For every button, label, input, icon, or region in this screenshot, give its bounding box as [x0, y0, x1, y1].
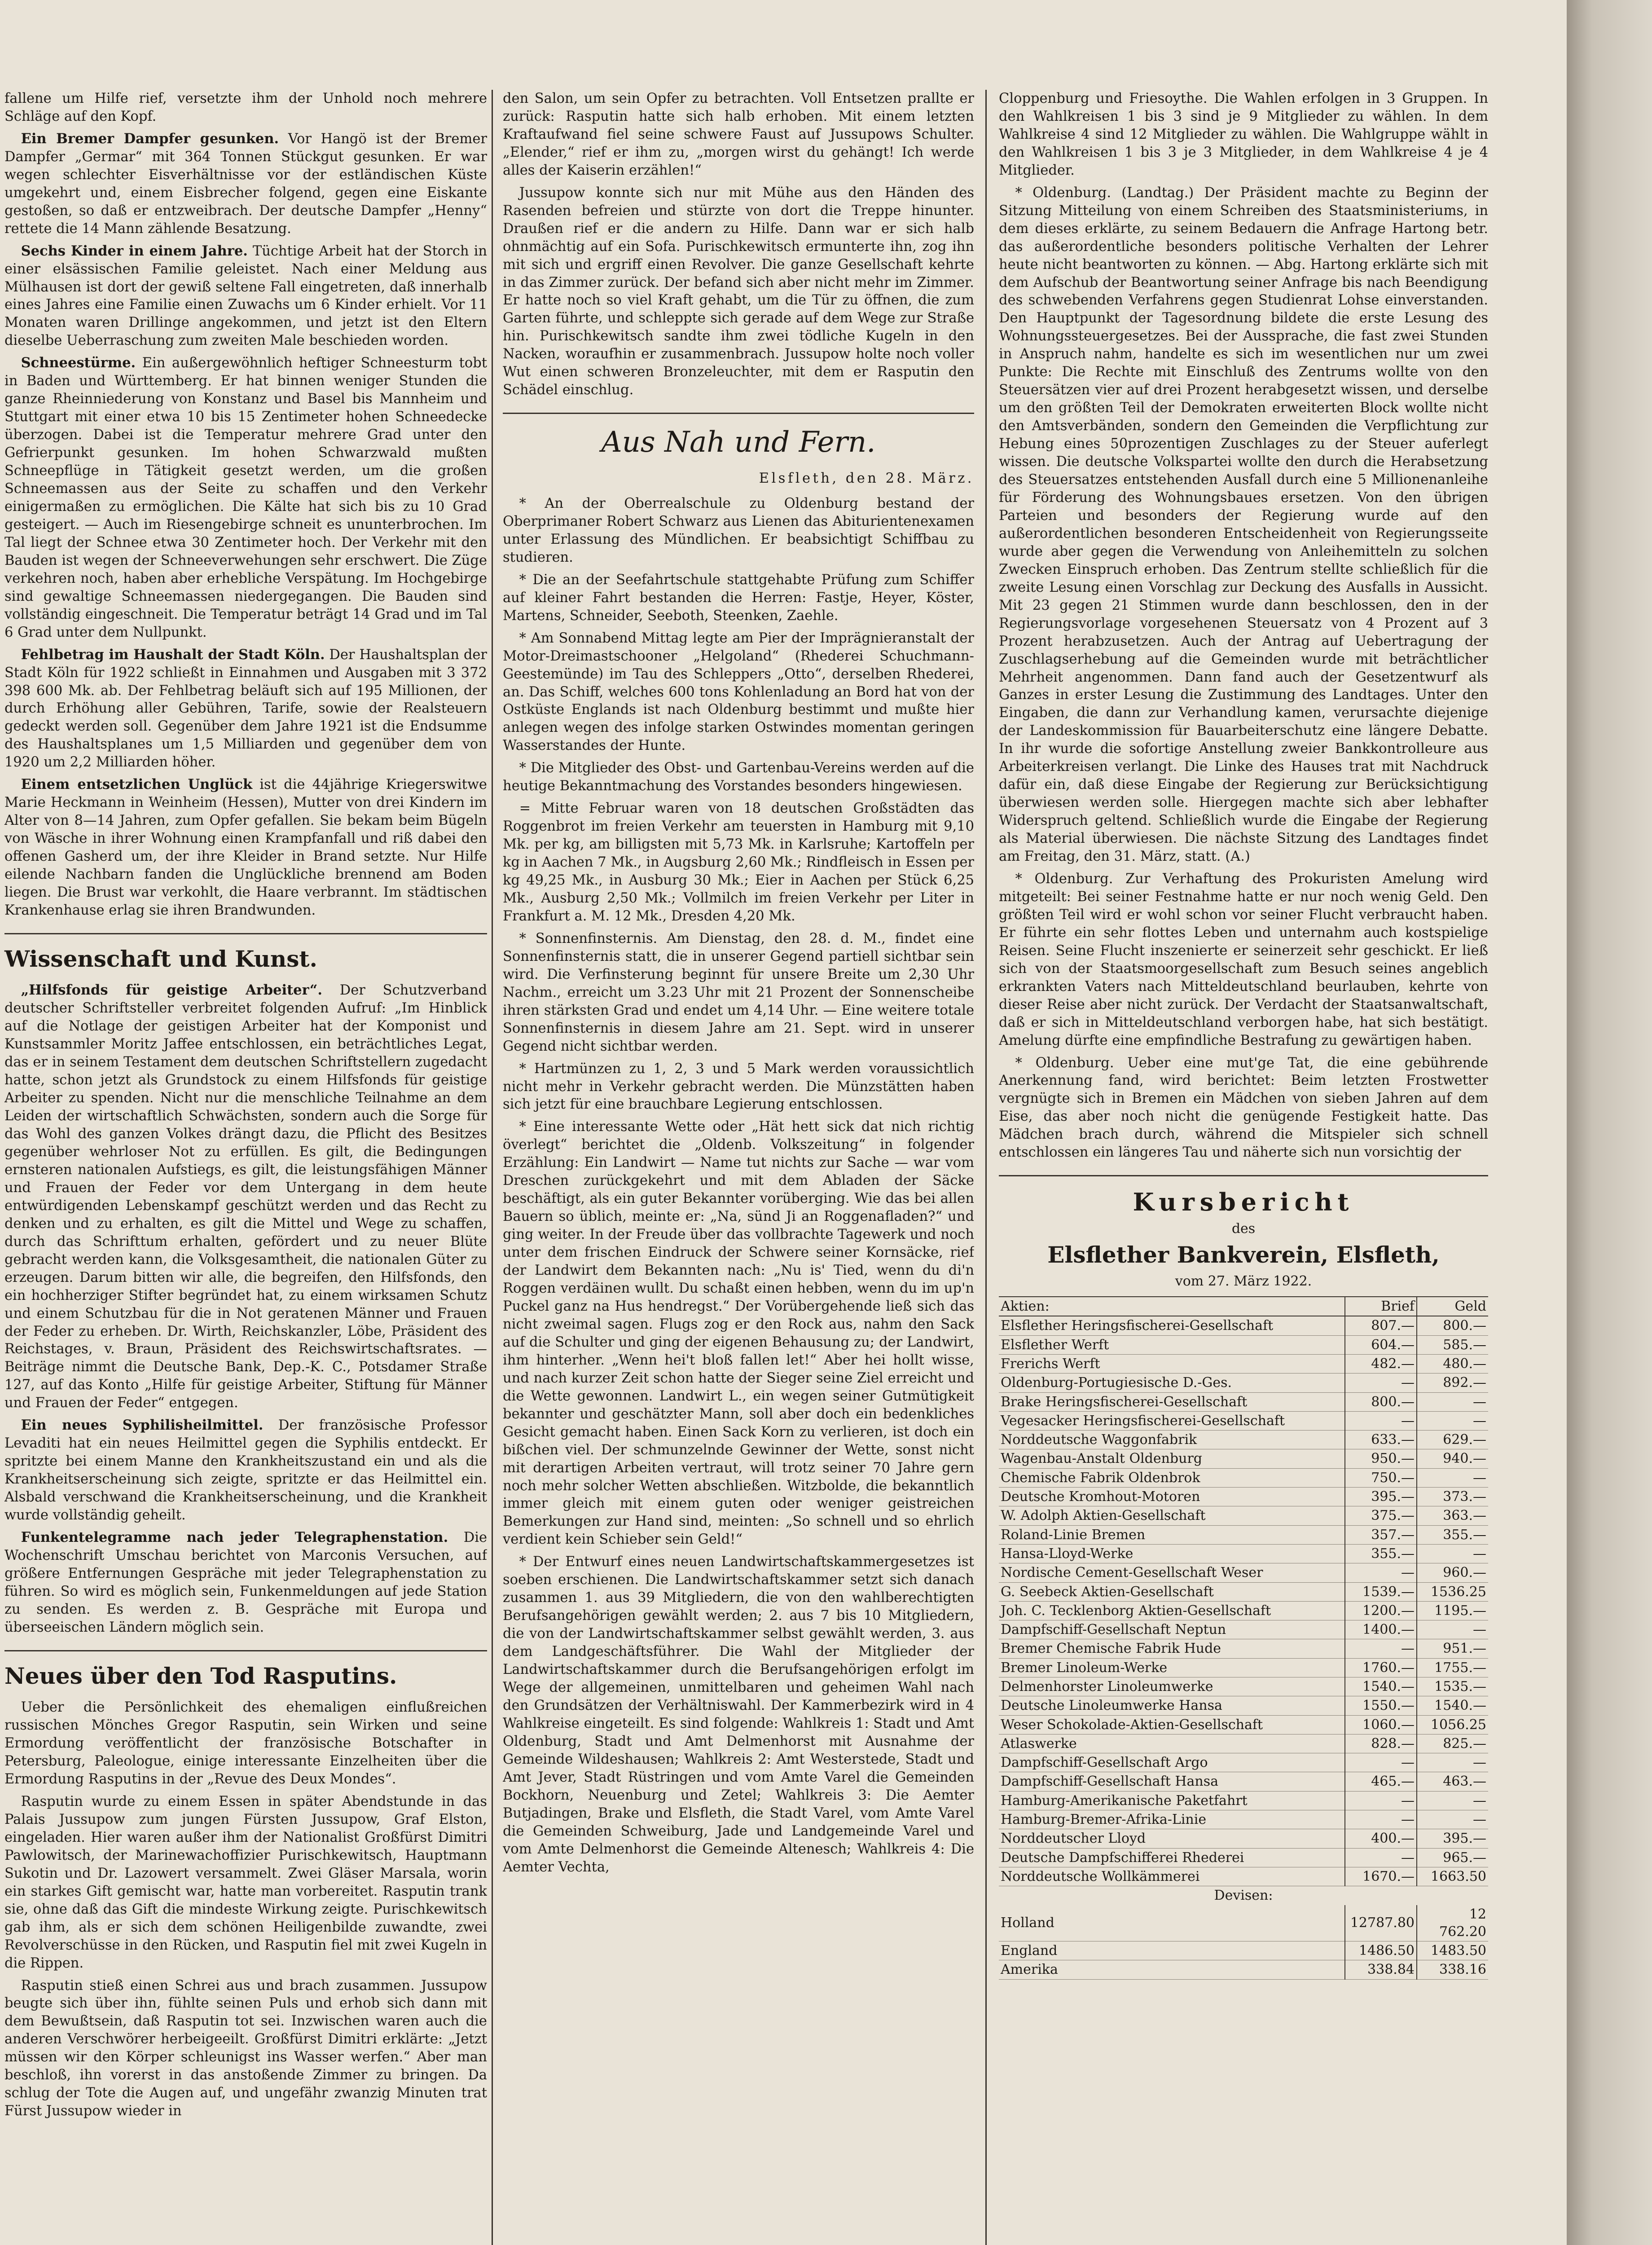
devisen-row-brief: 12787.80	[1345, 1905, 1417, 1941]
news-lead: Einem entsetzlichen Unglück	[21, 776, 253, 793]
kurs-row-name: G. Seebeck Aktien-Gesellschaft	[999, 1582, 1345, 1601]
kurs-row-geld: —	[1417, 1810, 1488, 1829]
article-text: Jussupow konnte sich nur mit Mühe aus den Händen des Rasenden befreien und stürzte von dort die Treppe hinunter. Draußen rief er die andern zu Hilfe. Dann war er sich halb ohnmächtig auf ein Sofa. Purischkewitsch ermunterte ihn, zog ihn mit sich und ergriff einen Revolver. Die ganze Gesellschaft kehrte in das Zimmer zurück. Der befand sich aber nicht mehr im Zimmer. Er hatte noch so viel Kraft gehabt, um die Tür zu öffnen, die zum Garten führte, und schleppte sich gerade auf dem Wege zur Straße hin. Purischkewitsch sandte ihm zwei tödliche Kugeln in den Nacken, woraufhin er zusammenbrach. Jussupow holte noch voller Wut einen schweren Bronzeleuchter, mit dem er Rasputin den Schädel einschlug.	[503, 185, 974, 398]
kurs-row-name: Elsflether Heringsfischerei-Gesellschaft	[999, 1316, 1345, 1335]
kurs-row-name: Dampfschiff-Gesellschaft Hansa	[999, 1772, 1345, 1791]
news-item: * Der Entwurf eines neuen Landwirtschaftskammergesetzes ist soeben erschienen. Die Landwirtschaftskammer setzt sich danach zusammen 1. aus 39 Mitgliedern, die von den wahlberechtigten Berufsangehörigen gewählt werden; 2. aus 7 bis 10 Mitgliedern, die von der Landwirtschaftskammer selbst gewählt werden, 3. aus dem Landgeschäftsführer. Die Wahl der Mitglieder der Landwirtschaftskammer durch die Berufsangehörigen erfolgt im Wege der allgemeinen, unmittelbaren und geheimen Wahl nach den Grundsätzen der Verhältniswahl. Der Kammerbezirk wird in 4 Wahlkreise eingeteilt. Es sind folgende: Wahlkreis 1: Stadt und Amt Oldenburg, Stadt und Amt Delmenhorst mit Ausnahme der Gemeinde Wildeshausen; Wahlkreis 2: Amt Westerstede, Stadt und Amt Jever, Stadt Rüstringen und vom Amte Varel die Gemeinden Bockhorn, Neuenburg und Zetel; Wahlkreis 3: Die Aemter Butjadingen, Brake und Elsfleth, die Stadt Varel, vom Amte Varel die Gemeinden Schweiburg, Jade und Landgemeinde Varel und vom Amte Delmenhorst die Gemeinde Altenesch; Wahlkreis 4: Die Aemter Vechta,	[503, 1554, 974, 1875]
kurs-row	[999, 1544, 1488, 1563]
kurs-row-geld: —	[1417, 1411, 1488, 1430]
kurs-row	[999, 1563, 1488, 1582]
kurs-row-brief: 1400.—	[1345, 1620, 1417, 1639]
kurs-row-geld: —	[1417, 1753, 1488, 1772]
kurs-row	[999, 1601, 1488, 1620]
kurs-row-brief: 375.—	[1345, 1506, 1417, 1525]
kurs-row-geld: —	[1417, 1468, 1488, 1487]
kurs-row-geld: 1056.25	[1417, 1715, 1488, 1734]
news-item: * Sonnenfinsternis. Am Dienstag, den 28. d. M., findet eine Sonnenfinsternis statt, die in unserer Gegend partiell sichtbar sein wird. Die Verfinsterung beginnt für unsere Breite um 2,30 Uhr Nachm., erreicht um 3.23 Uhr mit 21 Prozent der Sonnenscheibe ihren stärksten Grad und endet um 4,14 Uhr. — Eine weitere totale Sonnenfinsternis in diesem Jahre am 21. Sept. wird in unserer Gegend nicht sichtbar werden.	[503, 930, 974, 1054]
kurs-row-name: Frerichs Werft	[999, 1354, 1345, 1373]
news-lead: Fehlbetrag im Haushalt der Stadt Köln.	[21, 646, 325, 663]
kurs-row-geld: 480.—	[1417, 1354, 1488, 1373]
article-text: Rasputin stieß einen Schrei aus und brach zusammen. Jussupow beugte sich über ihn, fühlte seinen Puls und erhob sich dann mit dem Bewußtsein, daß Rasputin tot sei. Inzwischen waren auch die anderen Verschwörer herbeigeeilt. Großfürst Dimitri erklärte: „Jetzt müssen wir den Körper schleunigst ins Wasser werfen.“ Aber man beschloß, ihn vorerst in das anstoßende Zimmer zu bringen. Da schlug der Tote die Augen auf, und ungefähr zwanzig Minuten trat Fürst Jussupow wieder in	[4, 1977, 487, 2119]
kurs-row	[999, 1525, 1488, 1544]
kurs-body	[999, 1316, 1488, 1886]
kurs-row-brief: —	[1345, 1848, 1417, 1867]
kurs-row	[999, 1620, 1488, 1639]
kurs-row	[999, 1639, 1488, 1658]
news-lead: Sechs Kinder in einem Jahre.	[21, 242, 248, 259]
dateline: Elsfleth, den 28. März.	[759, 471, 974, 487]
news-lead: „Hilfsfonds für geistige Arbeiter“.	[21, 982, 322, 999]
kurs-row-brief: 1540.—	[1345, 1677, 1417, 1696]
kurs-row-brief: 604.—	[1345, 1335, 1417, 1354]
kurs-row-geld: 800.—	[1417, 1316, 1488, 1335]
article-text: den Salon, um sein Opfer zu betrachten. Voll Entsetzen prallte er zurück: Rasputin hatte sich halb erhoben. Mit einem letzten Kraftaufwand fiel seine schwere Faust auf Jussupows Schulter. „Elender,“ rief er ihm zu, „morgen wirst du gehängt! Ich werde alles der Kaiserin erzählen!“	[503, 91, 974, 178]
kurs-row-geld: 825.—	[1417, 1734, 1488, 1753]
article-text: Ueber die Persönlichkeit des ehemaligen einflußreichen russischen Mönches Gregor Rasputin, sein Wirken und seine Ermordung veröffentlicht der französische Botschafter in Petersburg, Paleologue, einige interessante Einzelheiten über die Ermordung Rasputins in der „Revue des Deux Mondes“.	[4, 1699, 487, 1787]
kurs-row-brief: 807.—	[1345, 1316, 1417, 1335]
kurs-row-name: Deutsche Dampfschifferei Rhederei	[999, 1848, 1345, 1867]
kurs-row-name: Elsflether Werft	[999, 1335, 1345, 1354]
news-item	[4, 242, 487, 350]
news-item	[4, 1417, 487, 1524]
kurs-row-brief: 482.—	[1345, 1354, 1417, 1373]
news-text: Die Wochenschrift Umschau berichtet von Marconis Versuchen, auf größere Entfernungen Gespräche mit jeder Telegraphenstation zu führen. So wird es möglich sein, Funkenmeldungen auf jede Station zu senden. Es werden z. B. Gespräche mit Europa und überseeischen Ländern möglich sein.	[4, 1529, 487, 1635]
kurs-row-name: Deutsche Linoleumwerke Hansa	[999, 1696, 1345, 1715]
kurs-row-name: Delmenhorster Linoleumwerke	[999, 1677, 1345, 1696]
kurs-row-brief: 1760.—	[1345, 1658, 1417, 1677]
news-lead: Schneestürme.	[21, 355, 136, 371]
kurs-row-brief: —	[1345, 1639, 1417, 1658]
kurs-row-name: Joh. C. Tecklenborg Aktien-Gesellschaft	[999, 1601, 1345, 1620]
devisen-row-geld: 12 762.20	[1417, 1905, 1488, 1941]
kurs-row	[999, 1772, 1488, 1791]
kurs-row-brief: 357.—	[1345, 1525, 1417, 1544]
news-item	[4, 130, 487, 238]
devisen-row-geld: 1483.50	[1417, 1941, 1488, 1960]
kurs-row-geld: 940.—	[1417, 1449, 1488, 1468]
kurs-row	[999, 1449, 1488, 1468]
kurs-row	[999, 1506, 1488, 1525]
kurs-row-brief: 1550.—	[1345, 1696, 1417, 1715]
devisen-row-brief: 338.84	[1345, 1960, 1417, 1979]
kurs-row	[999, 1696, 1488, 1715]
news-item	[4, 646, 487, 772]
kurs-row-brief: 1670.—	[1345, 1867, 1417, 1886]
news-text: Vor Hangö ist der Bremer Dampfer „Germar“ mit 364 Tonnen Stückgut gesunken. Er war wegen schlechter Eisverhältnisse vor der estländischen Küste umgekehrt und, einem Eisbrecher folgend, gegen eine Eiskante gestoßen, so daß er entzweibrach. Der deutsche Dampfer „Henny“ rettete die 14 Mann zählende Besatzung.	[4, 131, 487, 237]
kurs-row	[999, 1316, 1488, 1335]
kurs-row	[999, 1848, 1488, 1867]
kurs-row-geld: 965.—	[1417, 1848, 1488, 1867]
news-item: * Eine interessante Wette oder „Hät hett sick dat nich richtig överlegt“ berichtet die „Oldenb. Volkszeitung“ in folgender Erzählung: Ein Landwirt — Name tut nichts zur Sache — war vom Dreschen zurückgekehrt und mit dem Abladen der Säcke beschäftigt, als ein guter Bekannter vorüberging. Wie das bei allen Bauern so üblich, meinte er: „Na, sünd Ji an Roggenafladen?“ und ging weiter. In der Freude über das vollbrachte Tagewerk und noch unter dem frischen Eindruck der Schwere seiner Kornsäcke, rief der Landwirt dem Bekannten nach: „Nu is' Tied, wenn du di'n Roggen verdäinen wullt. Du schaßt einen hebben, wenn du im up'n Puckel ganz na Hus hendregst.“ Der Vorübergehende ließ sich das nicht zweimal sagen. Flugs zog er den Rock aus, nahm den Sack auf die Schulter und ging der eigenen Behausung zu; der Landwirt, ihm hinterher. „Wenn hei't bloß fallen let!“ Aber hei hollt wisse, und nach kurzer Zeit schon hatte der Sieger seine Ziel erreicht und die Wette gewonnen. Landwirt L., ein wegen seiner Gutmütigkeit bekannter und geschätzter Mann, soll aber doch ein bedenkliches Gesicht gemacht haben. Einen Sack Korn zu verlieren, ist doch ein bißchen viel. Der schmunzelnde Gewinner der Wette, sonst nicht mit derartigen Arbeiten vertraut, will trotz seiner 70 Jahre gern noch mehr solcher Wetten abschließen. Witzbolde, die bekanntlich immer gleich mit einem guten oder weniger geistreichen Bemerkungen zur Hand sind, meinten: „So schnell und so ehrlich verdient kein Schieber sein Geld!“	[503, 1119, 974, 1548]
devisen-header-row	[999, 1886, 1488, 1905]
kurs-row-geld: 629.—	[1417, 1431, 1488, 1449]
kurs-row-geld: 951.—	[1417, 1639, 1488, 1658]
kurs-header-row	[999, 1297, 1488, 1316]
kurs-row-geld: 1536.25	[1417, 1582, 1488, 1601]
kurs-row-name: Hamburg-Amerikanische Paketfahrt	[999, 1791, 1345, 1810]
kursbericht-des: des	[1231, 1220, 1256, 1237]
kurs-table	[999, 1296, 1488, 1980]
kurs-row-geld: 1755.—	[1417, 1658, 1488, 1677]
kurs-row-name: Nordische Cement-Gesellschaft Weser	[999, 1563, 1345, 1582]
kurs-row-geld: 355.—	[1417, 1525, 1488, 1544]
kurs-row-geld: —	[1417, 1791, 1488, 1810]
section-heading-nah-fern: Aus Nah und Fern.	[503, 413, 974, 462]
kurs-row-name: W. Adolph Aktien-Gesellschaft	[999, 1506, 1345, 1525]
devisen-row-name: England	[999, 1941, 1345, 1960]
news-item	[4, 354, 487, 641]
section-heading-wissenschaft: Wissenschaft und Kunst.	[4, 933, 487, 974]
kurs-row-name: Weser Schokolade-Aktien-Gesellschaft	[999, 1715, 1345, 1734]
kurs-row-brief: 400.—	[1345, 1829, 1417, 1848]
devisen-row-brief: 1486.50	[1345, 1941, 1417, 1960]
kurs-row-name: Norddeutscher Lloyd	[999, 1829, 1345, 1848]
news-text: Tüchtige Arbeit hat der Storch in einer elsässischen Familie geleistet. Nach einer Meldung aus Mülhausen ist dort der gewiß seltene Fall eingetreten, daß innerhalb eines Jahres eine Familie einen Zuwachs um 6 Kinder erhielt. Vor 11 Monaten waren Drillinge angekommen, und jetzt ist den Eltern dieselbe Ueberraschung zum zweiten Male beschieden worden.	[4, 243, 487, 349]
kurs-row-geld: 1540.—	[1417, 1696, 1488, 1715]
kurs-row-geld: —	[1417, 1392, 1488, 1411]
kurs-row-name: Deutsche Kromhout-Motoren	[999, 1488, 1345, 1506]
news-item	[4, 776, 487, 920]
kurs-row-geld: 1535.—	[1417, 1677, 1488, 1696]
kurs-row-name: Vegesacker Heringsfischerei-Gesellschaft	[999, 1411, 1345, 1430]
kurs-row	[999, 1791, 1488, 1810]
news-item: * Oldenburg. (Landtag.) Der Präsident machte zu Beginn der Sitzung Mitteilung von einem Schreiben des Staatsministeriums, in dem dieses erklärte, zu seinem Bedauern die Anfrage Hartong betr. das außerordentliche besonders politische Verhalten der Lehrer heute nicht beantworten zu können. — Abg. Hartong erklärte sich mit dem Aufschub der Beantwortung seiner Anfrage bis nach Beendigung des schwebenden Verfahrens gegen Studienrat Lohse einverstanden. Den Hauptpunkt der Tagesordnung bildete die erste Lesung des Wohnungssteuergesetzes. Bei der Aussprache, die fast zwei Stunden in Anspruch nahm, handelte es sich im wesentlichen nur um zwei Punkte: Die Rechte mit Einschluß des Zentrums wollte von den Steuersätzen vier auf drei Prozent herabgesetzt wissen, und derselbe um den größten Teil der Demokraten erweiterten Block wollte nicht den Amtsverbänden, sondern den Gemeinden die Verpflichtung zur Hebung eines 50prozentigen Zuschlages zu der Steuer auferlegt wissen. Die deutsche Volkspartei wollte den durch die Herabsetzung des Steuersatzes entstehenden Ausfall durch eine 5 Millionenanleihe für Förderung des Wohnungsbaues ersetzen. Von den übrigen Parteien und besonders der Regierung wurde auf den außerordentlichen besonderen Entscheidenheit von Regierungsseite wurde aber gegen die Verwendung von Anleihemitteln zu solchen Zwecken Einspruch erhoben. Das Zentrum stellte schließlich für die zweite Lesung einen Vorschlag zur Deckung des Ausfalls in Aussicht. Mit 23 gegen 21 Stimmen wurde dann beschlossen, den in der Regierungsvorlage vorgesehenen Steuersatz von 4 Prozent auf 3 Prozent herabzusetzen. Auch der Antrag auf Uebertragung der Zuschlagserhebung auf die Gemeinden wurde mit beträchtlicher Mehrheit angenommen. Dann fand auch der Gesetzentwurf als Ganzes in erster Lesung die Zustimmung des Landtages. Unter den Eingaben, die dann zur Verhandlung kamen, verursachte diejenige der Landeskommission für Bauarbeiterschutz eine längere Debatte. In ihr wurde die sofortige Anstellung zweier Bankkontrolleure aus Arbeiterkreisen verlangt. Die Linke des Hauses trat mit Nachdruck dafür ein, daß diese Eingabe der Regierung zur Berücksichtigung überwiesen werden solle. Hiergegen machte sich aber lebhafter Widerspruch geltend. Schließlich wurde die Eingabe der Regierung als Material überwiesen. Die nächste Sitzung des Landtages findet am Freitag, den 31. März, statt. (A.)	[999, 185, 1488, 865]
kurs-row-geld: —	[1417, 1620, 1488, 1639]
news-lead: Ein neues Syphilisheilmittel.	[21, 1417, 264, 1434]
kurs-row-brief: 1200.—	[1345, 1601, 1417, 1620]
kurs-row-name: Roland-Linie Bremen	[999, 1525, 1345, 1544]
devisen-row	[999, 1905, 1488, 1941]
news-item: * Am Sonnabend Mittag legte am Pier der Imprägnieranstalt der Motor-Dreimastschooner „Helgoland“ (Rhederei Schuchmann-Geestemünde) im Tau des Schleppers „Otto“, derselben Rhederei, an. Das Schiff, welches 600 tons Kohlenladung an Bord hat von der Ostküste Englands ist nach Oldenburg bestimmt und mußte hier anlegen wegen des infolge starken Ostwindes momentan geringen Wasserstandes der Hunte.	[503, 630, 974, 754]
kurs-row	[999, 1373, 1488, 1392]
kurs-row	[999, 1715, 1488, 1734]
kurs-row-name: Norddeutsche Waggonfabrik	[999, 1431, 1345, 1449]
devisen-row	[999, 1941, 1488, 1960]
news-lead: Ein Bremer Dampfer gesunken.	[21, 130, 279, 147]
news-item: * Oldenburg. Zur Verhaftung des Prokuristen Amelung wird mitgeteilt: Bei seiner Festnahme hatte er nur noch wenig Geld. Den größten Teil wird er wohl schon vor seiner Flucht verbraucht haben. Er führte ein sehr flottes Leben und unternahm auch kostspielige Reisen. Seine Flucht inszenierte er seinerzeit sehr geschickt. Er ließ sich von der Staatsmoorgesellschaft zum Besuch seines angeblich erkrankten Vaters nach Mitteldeutschland beurlauben, kehrte von dieser Reise aber nicht zurück. Der Verdacht der Staatsanwaltschaft, daß er sich in Mitteldeutschland verborgen habe, hat sich bestätigt. Amelung dürfte eine empfindliche Bestrafung zu gewärtigen haben.	[999, 871, 1488, 1048]
column-rule	[492, 90, 493, 2245]
kurs-row-geld: 892.—	[1417, 1373, 1488, 1392]
kurs-header-brief: Brief	[1345, 1297, 1417, 1316]
kurs-row-brief: —	[1345, 1810, 1417, 1829]
article-text: Rasputin wurde zu einem Essen in später Abendstunde in das Palais Jussupow zum jungen Fürsten Jussupow, Graf Elston, eingeladen. Hier waren außer ihm der Nationalist Großfürst Dimitri Pawlowitsch, der Marinewachoffizier Purischkewitsch, Hauptmann Sukotin und Dr. Lazowert versammelt. Zwei Gläser Marsala, worin ein starkes Gift gemischt war, hatte man vorbereitet. Rasputin trank sie, ohne daß das Gift die mindeste Wirkung zeigte. Purischkewitsch gab ihm, als er sich dem schönen Heiligenbilde zuwandte, zwei Revolverschüsse in den Rücken, und Rasputin fiel mit zwei Kugeln in die Rippen.	[4, 1793, 487, 1971]
kurs-row-brief: 950.—	[1345, 1449, 1417, 1468]
kurs-row-name: Brake Heringsfischerei-Gesellschaft	[999, 1392, 1345, 1411]
kurs-row-name: Atlaswerke	[999, 1734, 1345, 1753]
kurs-row-brief: —	[1345, 1373, 1417, 1392]
column-3	[999, 90, 1488, 2245]
kurs-row-name: Hansa-Lloyd-Werke	[999, 1544, 1345, 1563]
kurs-row	[999, 1658, 1488, 1677]
kurs-row-geld: 395.—	[1417, 1829, 1488, 1848]
news-item: * Die Mitglieder des Obst- und Gartenbau-Vereins werden auf die heutige Bekanntmachung des Vorstandes besonders hingewiesen.	[503, 760, 974, 794]
kurs-row-name: Chemische Fabrik Oldenbrok	[999, 1468, 1345, 1487]
devisen-header: Devisen:	[1214, 1888, 1273, 1904]
kurs-row-brief: 1060.—	[1345, 1715, 1417, 1734]
kurs-row	[999, 1829, 1488, 1848]
kurs-row-brief: 465.—	[1345, 1772, 1417, 1791]
section-heading-rasputin: Neues über den Tod Rasputins.	[4, 1650, 487, 1691]
kurs-row-name: Bremer Linoleum-Werke	[999, 1658, 1345, 1677]
kurs-row-geld: 960.—	[1417, 1563, 1488, 1582]
kurs-row-name: Bremer Chemische Fabrik Hude	[999, 1639, 1345, 1658]
kurs-row-brief: —	[1345, 1753, 1417, 1772]
devisen-row-name: Holland	[999, 1905, 1345, 1941]
article-text: Cloppenburg und Friesoythe. Die Wahlen erfolgen in 3 Gruppen. In den Wahlkreisen 1 bis 3 sind je 9 Mitglieder zu wählen. In dem Wahlkreise 4 sind 12 Mitglieder zu wählen. Die Wahlgruppe wählt in den Wahlkreisen 1 bis 3 je 3 Mitglieder, in dem Wahlkreise 4 je 4 Mitglieder.	[999, 91, 1488, 178]
kurs-row-brief: —	[1345, 1791, 1417, 1810]
kurs-row	[999, 1810, 1488, 1829]
kurs-header-aktien: Aktien:	[999, 1297, 1345, 1316]
kurs-row	[999, 1677, 1488, 1696]
kurs-row-geld: 1195.—	[1417, 1601, 1488, 1620]
kurs-row	[999, 1582, 1488, 1601]
kursbericht-title: Kursbericht	[999, 1175, 1488, 1218]
kurs-row-name: Dampfschiff-Gesellschaft Argo	[999, 1753, 1345, 1772]
news-item: * Hartmünzen zu 1, 2, 3 und 5 Mark werden voraussichtlich nicht mehr in Verkehr gebracht werden. Die Münzstätten haben sich jetzt für eine brauchbare Legierung entschlossen.	[503, 1061, 974, 1113]
kurs-row	[999, 1335, 1488, 1354]
kurs-row-geld: 1663.50	[1417, 1867, 1488, 1886]
kurs-row	[999, 1392, 1488, 1411]
news-text: ist die 44jährige Kriegerswitwe Marie Heckmann in Weinheim (Hessen), Mutter von drei Kindern im Alter von 8—14 Jahren, zum Opfer gefallen. Sie bekam beim Bügeln von Wäsche in ihrer Wohnung einen Krampfanfall und riß dabei den offenen Gasherd um, der ihre Kleider in Brand setzte. Nur Hilfe eilende Nachbarn fanden die Unglückliche brennend am Boden liegen. Die Brust war verkohlt, die Haare verbrannt. Im städtischen Krankenhause erlag sie ihren Brandwunden.	[4, 777, 487, 918]
devisen-row-geld: 338.16	[1417, 1960, 1488, 1979]
kurs-row-name: Dampfschiff-Gesellschaft Neptun	[999, 1620, 1345, 1639]
kurs-row-geld: 463.—	[1417, 1772, 1488, 1791]
kurs-row	[999, 1753, 1488, 1772]
kurs-row	[999, 1411, 1488, 1430]
kurs-row-brief: 828.—	[1345, 1734, 1417, 1753]
kurs-row-geld: 363.—	[1417, 1506, 1488, 1525]
kurs-row-brief: 1539.—	[1345, 1582, 1417, 1601]
kurs-row	[999, 1468, 1488, 1487]
news-item: * Oldenburg. Ueber eine mut'ge Tat, die eine gebührende Anerkennung fand, wird berichtet: Beim letzten Frostwetter vergnügte sich in Bremen ein Mädchen von sieben Jahren auf dem Eise, das aber noch nicht die genügende Festigkeit hatte. Das Mädchen brach durch, während die Mitspieler sich schnell entschlossen ein längeres Tau und näherte sich nun vorsichtig der	[999, 1055, 1488, 1161]
kurs-row-brief: 355.—	[1345, 1544, 1417, 1563]
kurs-row-geld: —	[1417, 1544, 1488, 1563]
news-lead: Funkentelegramme nach jeder Telegraphenstation.	[21, 1529, 448, 1545]
news-item: * An der Oberrealschule zu Oldenburg bestand der Oberprimaner Robert Schwarz aus Lienen das Abiturientenexamen unter Erlassung des Mündlichen. Er beabsichtigt Schiffbau zu studieren.	[503, 495, 974, 565]
news-text: Der französische Professor Levaditi hat ein neues Heilmittel gegen die Syphilis entdeckt. Er spritzte bei einem Manne den Krankheitszustand ein und als die Krankheitserscheinung sich zeigte, spritzte er das Heilmittel ein. Alsbald verschwand die Krankheitserscheinung, und die Krankheit wurde vollständig geheilt.	[4, 1417, 487, 1523]
kurs-row	[999, 1431, 1488, 1449]
kursbericht-bank: Elsflether Bankverein, Elsfleth,	[1047, 1241, 1440, 1268]
news-text: Ein außergewöhnlich heftiger Schneesturm tobt in Baden und Württemberg. Er hat binnen weniger Stunden die ganze Rheinniederung von Konstanz und Basel bis Mannheim und Stuttgart mit einer etwa 10 bis 15 Zentimeter hohen Schneedecke überzogen. Dabei ist die Temperatur mehrere Grad unter den Gefrierpunkt gesunken. Im hohen Schwarzwald mußten Schneepflüge in Tätigkeit gesetzt werden, um die großen Schneemassen aus der Seite zu schaffen und den Verkehr einigermaßen zu ermöglichen. Die Kälte hat sich bis zu 10 Grad gesteigert. — Auch im Riesengebirge schneit es ununterbrochen. Im Tal liegt der Schnee etwa 30 Zentimeter hoch. Der Verkehr mit den Bauden ist wegen der Schneeverwehungen sehr erschwert. Die Züge verkehren noch, haben aber erhebliche Verspätung. Im Hochgebirge sind gewaltige Schneemassen niedergegangen. Die Bauden sind vollständig eingeschneit. Die Temperatur beträgt 14 Grad und im Tal 6 Grad unter dem Nullpunkt.	[4, 355, 487, 640]
news-text: Der Haushaltsplan der Stadt Köln für 1922 schließt in Einnahmen und Ausgaben mit 3 372 398 600 Mk. ab. Der Fehlbetrag beläuft sich auf 195 Millionen, der durch Erhöhung aller Gebühren, Tarife, sowie der Realsteuern gedeckt werden soll. Gegenüber dem Jahre 1921 ist die Endsumme des Haushaltsplanes um 1,5 Milliarden und gegenüber dem von 1920 um 2,2 Milliarden höher.	[4, 647, 487, 770]
devisen-row-name: Amerika	[999, 1960, 1345, 1979]
kurs-row-brief: 750.—	[1345, 1468, 1417, 1487]
devisen-row	[999, 1960, 1488, 1979]
kurs-row-name: Oldenburg-Portugiesische D.-Ges.	[999, 1373, 1345, 1392]
column-rule	[985, 90, 987, 2245]
page-shadow	[1567, 0, 1652, 2245]
news-item	[4, 982, 487, 1412]
news-item: * Die an der Seefahrtschule stattgehabte Prüfung zum Schiffer auf kleiner Fahrt bestanden die Herren: Fastje, Heyer, Köster, Martens, Schneider, Seeboth, Steenken, Zaehle.	[503, 572, 974, 624]
kurs-row	[999, 1488, 1488, 1506]
kurs-row-brief: 395.—	[1345, 1488, 1417, 1506]
news-item	[4, 1529, 487, 1637]
kurs-row-name: Norddeutsche Wollkämmerei	[999, 1867, 1345, 1886]
column-2	[503, 90, 974, 2245]
article-text: fallene um Hilfe rief, versetzte ihm der Unhold noch mehrere Schläge auf den Kopf.	[4, 91, 487, 124]
kurs-row	[999, 1734, 1488, 1753]
kurs-header-geld: Geld	[1417, 1297, 1488, 1316]
kurs-row-brief: —	[1345, 1411, 1417, 1430]
kurs-row-name: Hamburg-Bremer-Afrika-Linie	[999, 1810, 1345, 1829]
column-1	[0, 90, 487, 2245]
news-text: Der Schutzverband deutscher Schriftsteller verbreitet folgenden Aufruf: „Im Hinblick auf die Notlage der geistigen Arbeiter hat der Komponist und Kunstsammler Moritz Jaffee entschlossen, ein beträchtliches Legat, das er in seinem Testament dem deutschen Schriftstellern zugedacht hatte, schon jetzt als Grundstock zu einem Hilfsfonds für geistige Arbeiter zu spenden. Nicht nur die menschliche Teilnahme an dem Leiden der wirtschaftlich Schwächsten, sondern auch die Sorge für das Wohl des ganzen Volkes drängt dazu, die Pflicht des Besitzes gegenüber wehrloser Not zu erfüllen. Es gilt, die Bedingungen ernsteren nationalen Aufstiegs, es gilt, die leistungsfähigen Männer und Frauen der Feder vor dem Untergang in dem heute entwürdigenden Lebenskampf geschützt werden und das Recht zu denken und zu erhalten, es gilt die Mittel und Wege zu schaffen, durch das Schrifttum erhalten, gefördert und zu neuer Blüte gebracht werden kann, die Volksgesamtheit, die nationalen Güter zu erzeugen. Darum bitten wir alle, die begreifen, den Hilfsfonds, den ein hochherziger Stifter begründet hat, zu einem wirksamen Schutz und einem Schutzbau für die in Not geratenen Männer und Frauen der Feder zu erheben. Dr. Wirth, Reichskanzler, Löbe, Präsident des Reichstages, v. Braun, Präsident des Reichswirtschaftsrates. — Beiträge nimmt die Deutsche Bank, Dep.-K. C., Potsdamer Straße 127, auf das Konto „Hilfe für geistige Arbeiter, Stiftung für Männer und Frauen der Feder“ entgegen.	[4, 982, 487, 1411]
kurs-row-name: Wagenbau-Anstalt Oldenburg	[999, 1449, 1345, 1468]
kurs-row-geld: 585.—	[1417, 1335, 1488, 1354]
kursbericht-date: vom 27. März 1922.	[1175, 1273, 1312, 1289]
kurs-row-brief: 800.—	[1345, 1392, 1417, 1411]
news-item: = Mitte Februar waren von 18 deutschen Großstädten das Roggenbrot im freien Verkehr am teuersten in Hamburg mit 9,10 Mk. per kg, am billigsten mit 5,73 Mk. in Karlsruhe; Kartoffeln per kg in Aachen 7 Mk., in Augsburg 2,60 Mk.; Rindfleisch in Essen per kg 49,25 Mk., in Ausburg 30 Mk.; Eier in Aachen per Stück 6,25 Mk., Ausburg 2,50 Mk.; Vollmilch im freien Verkehr per Liter in Frankfurt a. M. 12 Mk., Dresden 4,20 Mk.	[503, 801, 974, 924]
kurs-row-geld: 373.—	[1417, 1488, 1488, 1506]
devisen-body	[999, 1886, 1488, 1979]
kurs-row-brief: —	[1345, 1563, 1417, 1582]
kurs-row	[999, 1867, 1488, 1886]
kurs-row	[999, 1354, 1488, 1373]
kurs-row-brief: 633.—	[1345, 1431, 1417, 1449]
